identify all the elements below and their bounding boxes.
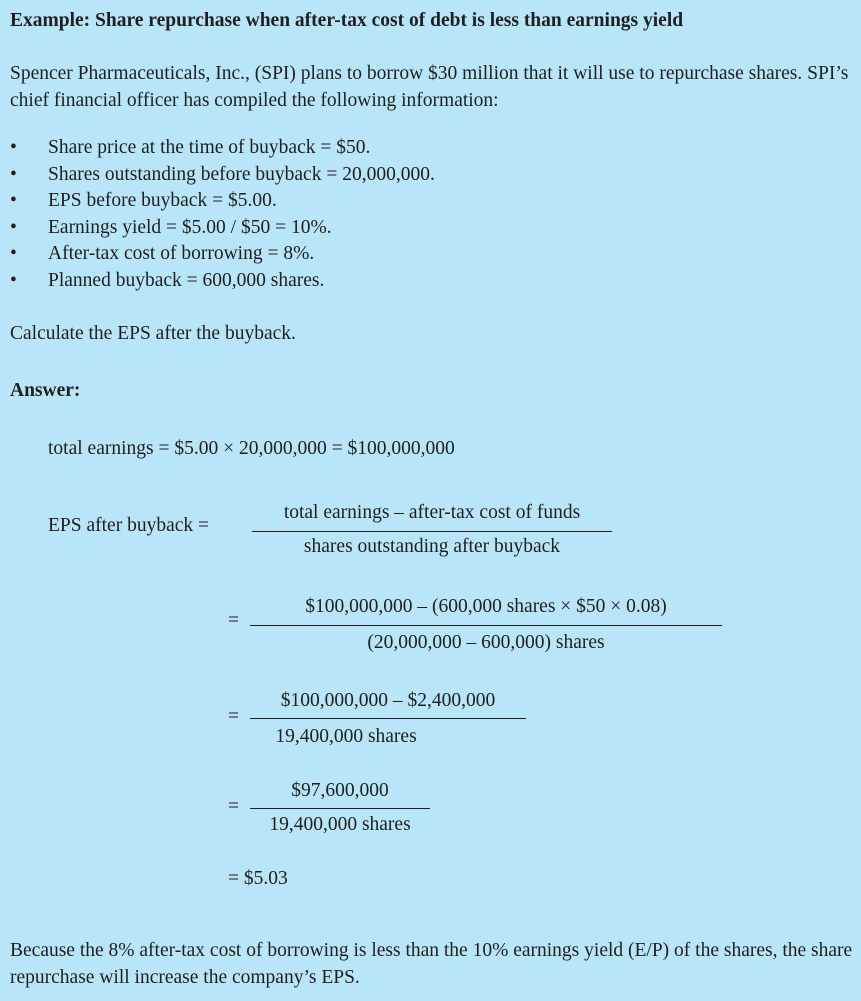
step4-denominator: 19,400,000 shares (269, 814, 411, 835)
step3-denominator: 19,400,000 shares (275, 726, 417, 747)
step1-numerator: total earnings – after-tax cost of funds (283, 502, 581, 523)
bullet-icon: • (10, 269, 17, 291)
equals-sign: = (228, 610, 239, 631)
fraction-bar (252, 531, 612, 532)
equals-sign: = (228, 796, 239, 817)
bullet-icon: • (10, 216, 17, 238)
step4-numerator: $97,600,000 (291, 780, 389, 801)
bullet-icon: • (10, 190, 17, 211)
step1-denominator: shares outstanding after buyback (303, 536, 561, 557)
conclusion-paragraph: Because the 8% after-tax cost of borrowing is less than the 10% earnings yield (E/P) of the shares, the share repurchase will increase the company’s EPS. (10, 940, 853, 988)
step2-numerator: $100,000,000 – (600,000 shares × $50 × 0.08) (305, 596, 667, 617)
bullet-icon: • (10, 137, 17, 158)
eps-result: = $5.03 (228, 868, 288, 889)
bullet-icon: • (10, 163, 17, 185)
list-item: • Planned buyback = 600,000 shares. (10, 268, 435, 295)
step2-denominator: (20,000,000 – 600,000) shares (367, 632, 605, 653)
list-item: • Share price at the time of buyback = $50. (10, 135, 435, 162)
list-item: • EPS before buyback = $5.00. (10, 188, 435, 215)
fraction-bar (250, 718, 526, 719)
question-text: Calculate the EPS after the buyback. (10, 323, 296, 344)
fraction-bar (250, 625, 722, 626)
intro-paragraph: Spencer Pharmaceuticals, Inc., (SPI) plans to borrow $30 million that it will use to repurchase shares. SPI’s chief financial officer has compiled the following information: (10, 63, 849, 111)
total-earnings-equation: total earnings = $5.00 × 20,000,000 = $100,000,000 (48, 438, 455, 459)
answer-heading: Answer: (10, 380, 81, 401)
list-item: • Shares outstanding before buyback = 20,000,000. (10, 162, 435, 189)
eps-after-buyback-label: EPS after buyback = (48, 515, 209, 536)
fraction-bar (250, 808, 430, 809)
bullet-icon: • (10, 243, 17, 264)
list-item: • After-tax cost of borrowing = 8%. (10, 241, 435, 268)
info-list (10, 135, 435, 294)
list-item: • Earnings yield = $5.00 / $50 = 10%. (10, 215, 435, 242)
equals-sign: = (228, 706, 239, 727)
step3-numerator: $100,000,000 – $2,400,000 (280, 690, 496, 711)
example-title: Example: Share repurchase when after-tax cost of debt is less than earnings yield (10, 10, 684, 31)
